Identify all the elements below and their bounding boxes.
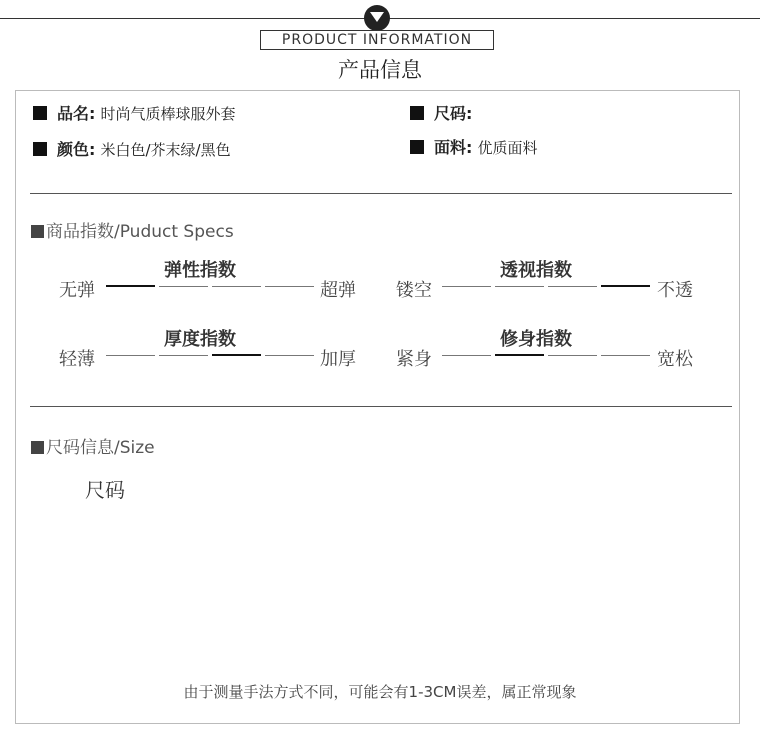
scale-segment-active [495,354,544,356]
scale-segment-active [601,285,650,287]
chevron-down-icon [370,12,384,24]
scale-segment [212,286,261,287]
scale-right-label: 超弹 [320,280,356,301]
bullet-square-icon [33,106,47,120]
specs-section-title [31,217,234,242]
scale-right-label: 不透 [657,280,693,301]
bullet-square-icon [31,225,44,238]
section-divider [30,193,732,194]
info-name [33,101,236,124]
scale-segment [106,355,155,356]
down-arrow-badge [364,5,390,31]
title-chinese: 产品信息 [338,58,422,82]
scale-segment [495,286,544,287]
scale-title-elasticity: 弹性指数 [164,260,236,281]
scale-left-label: 轻薄 [59,349,95,370]
color-value: 米白色/芥末绿/黑色 [100,141,231,159]
scale-title-fit: 修身指数 [500,329,572,350]
bullet-square-icon [410,106,424,120]
size-section-title [31,433,155,458]
scale-left-label: 无弹 [59,280,95,301]
scale-segment [548,286,597,287]
info-frame [15,90,740,724]
info-color [33,137,231,160]
section-divider [30,406,732,407]
bullet-square-icon [33,142,47,156]
name-value: 时尚气质棒球服外套 [100,105,236,123]
name-key: 品名: [57,104,96,123]
size-section-label: 尺码信息/Size [46,438,155,458]
info-size [410,101,472,124]
scale-segment [265,355,314,356]
scale-segment [601,355,650,356]
title-english: PRODUCT INFORMATION [260,30,494,50]
specs-section-label: 商品指数/Puduct Specs [46,222,234,242]
bullet-square-icon [410,140,424,154]
info-fabric [410,135,538,158]
bullet-square-icon [31,441,44,454]
scale-title-thickness: 厚度指数 [164,329,236,350]
scale-segment-active [106,285,155,287]
size-label: 尺码 [85,478,125,502]
fabric-value: 优质面料 [477,139,538,157]
scale-segment [548,355,597,356]
scale-right-label: 加厚 [320,349,356,370]
scale-right-label: 宽松 [657,349,693,370]
scale-left-label: 紧身 [396,349,432,370]
scale-segment [159,355,208,356]
scale-segment [265,286,314,287]
fabric-key: 面料: [434,138,473,157]
scale-segment [159,286,208,287]
measurement-footnote: 由于测量手法方式不同，可能会有1-3CM误差，属正常现象 [183,683,577,701]
scale-segment-active [212,354,261,356]
color-key: 颜色: [57,140,96,159]
scale-segment [442,286,491,287]
scale-segment [442,355,491,356]
scale-left-label: 镂空 [396,280,432,301]
size-key: 尺码: [434,104,473,123]
scale-title-transparency: 透视指数 [500,260,572,281]
